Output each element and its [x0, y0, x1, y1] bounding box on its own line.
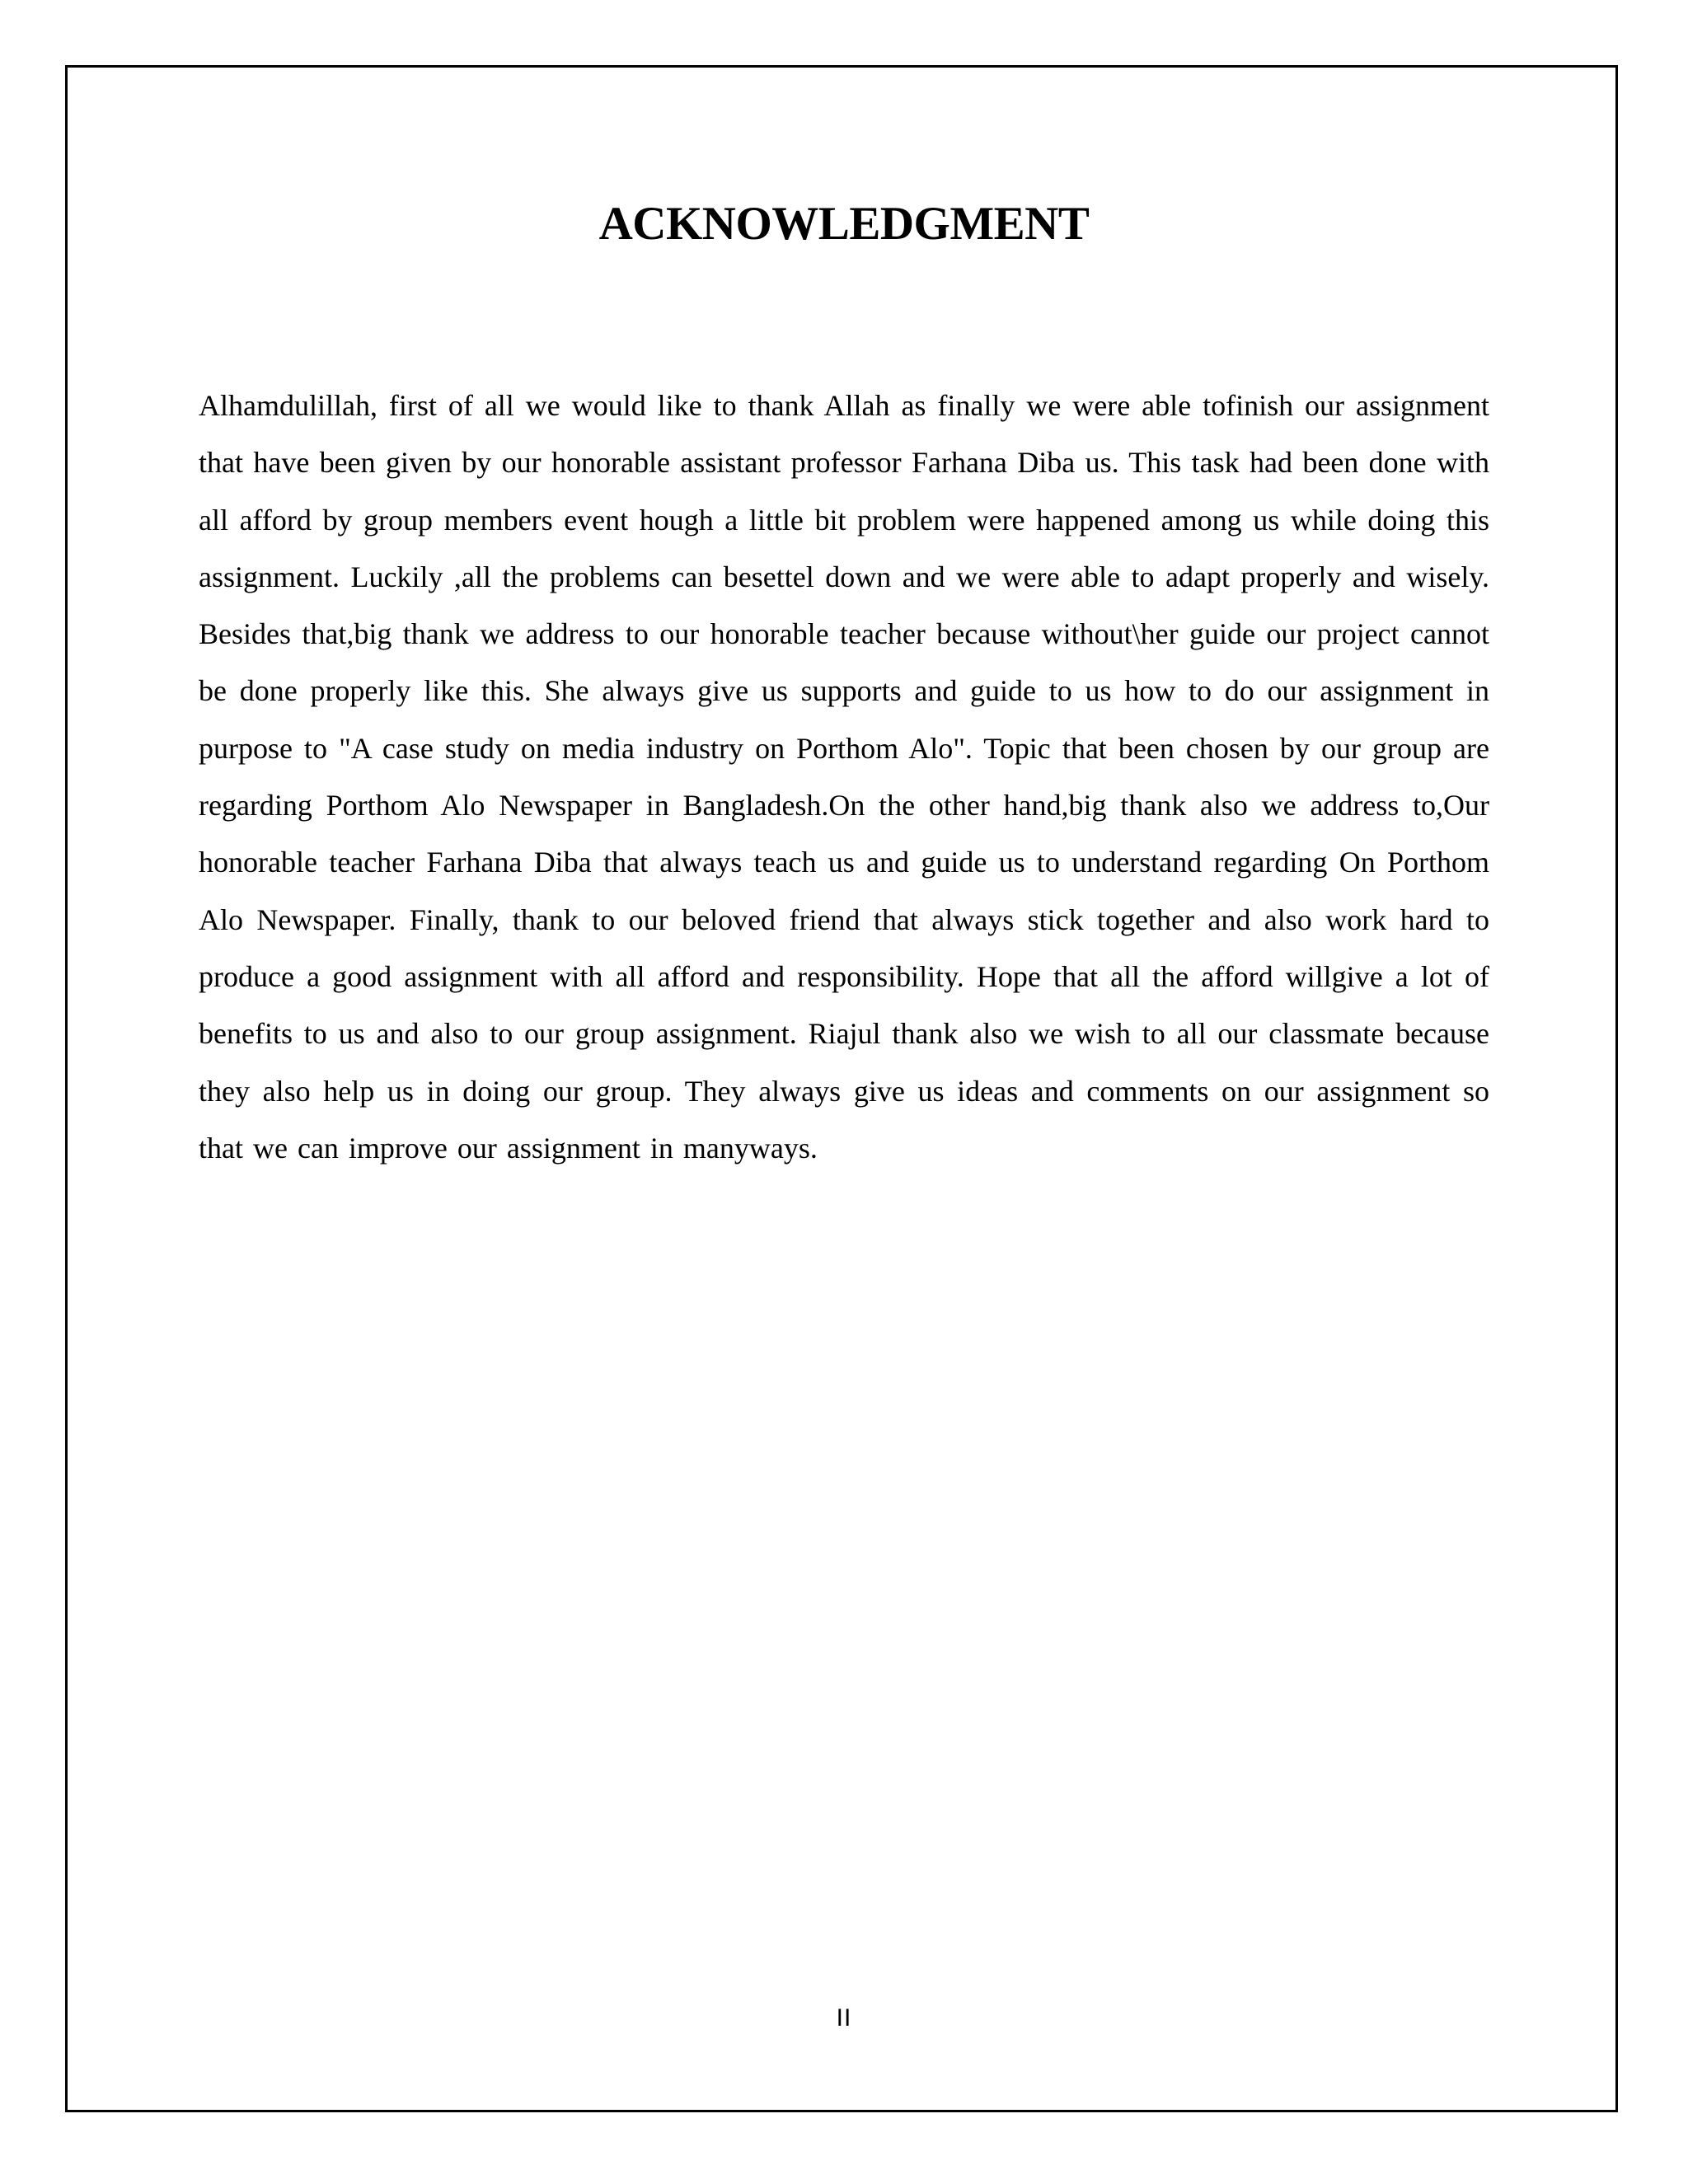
acknowledgment-paragraph: Alhamdulillah, first of all we would like to thank Allah as finally we were able tofinish our assignment that have been given by our honorable assistant professor Farhana Diba us. This task had been done with all afford by group members event hough a little bit problem were happened among us while doing this assignment. Luckily ,all the problems can besettel down and we were able to adapt properly and wisely. Besides that,big thank we address to our honorable teacher because without\her guide our project cannot be done properly like this. She always give us supports and guide to us how to do our assignment in purpose to "A case study on media industry on Porthom Alo". Topic that been chosen by our group are regarding Porthom Alo Newspaper in Bangladesh.On the other hand,big thank also we address to,Our honorable teacher Farhana Diba that always teach us and guide us to understand regarding On Porthom Alo Newspaper. Finally, thank to our beloved friend that always stick together and also work hard to produce a good assignment with all afford and responsibility. Hope that all the afford willgive a lot of benefits to us and also to our group assignment. Riajul thank also we wish to all our classmate because they also help us in doing our group. They always give us ideas and comments on our assignment so that we can improve our assignment in manyways. [199, 389, 1489, 1165]
page-number: II [836, 2004, 852, 2032]
page-title: ACKNOWLEDGMENT [598, 198, 1090, 250]
